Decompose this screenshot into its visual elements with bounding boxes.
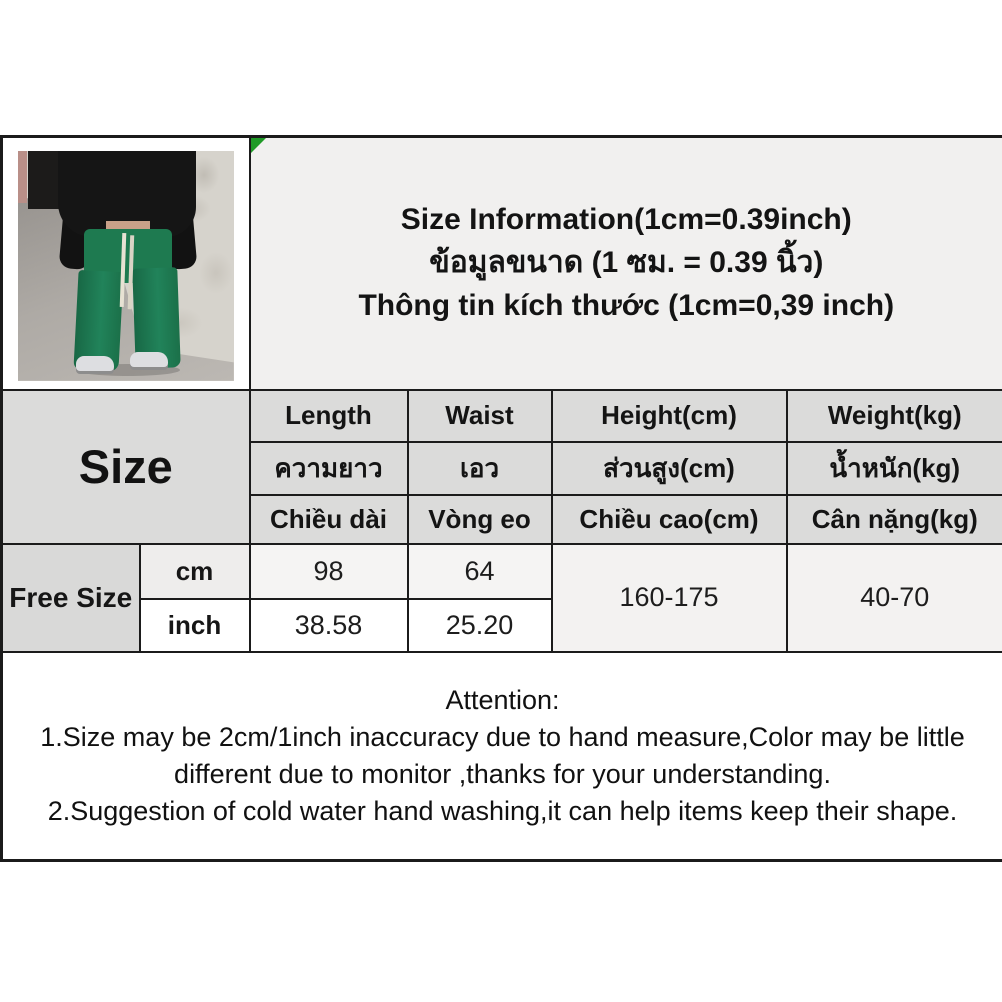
- col-header-waist-th: เอว: [408, 442, 552, 495]
- attention-note-1: 1.Size may be 2cm/1inch inaccuracy due to hand measure,Color may be little different due to monitor ,thanks for your understanding.: [40, 721, 965, 789]
- unit-label-inch: inch: [140, 599, 250, 652]
- col-header-weight-vi: Cân nặng(kg): [787, 495, 1002, 544]
- value-waist-inch: 25.20: [408, 599, 552, 652]
- col-header-waist-vi: Vòng eo: [408, 495, 552, 544]
- size-table: [0, 135, 1002, 862]
- col-header-height-vi: Chiều cao(cm): [552, 495, 787, 544]
- col-header-length-en: Length: [250, 390, 408, 442]
- product-photo: [18, 151, 234, 381]
- photo-left-shoe: [76, 356, 114, 371]
- col-header-height-th: ส่วนสูง(cm): [552, 442, 787, 495]
- title-cell: [250, 137, 1002, 390]
- value-height-range: 160-175: [552, 544, 787, 652]
- unit-label-cm: cm: [140, 544, 250, 599]
- value-weight-range: 40-70: [787, 544, 1002, 652]
- col-header-length-vi: Chiều dài: [250, 495, 408, 544]
- col-header-waist-en: Waist: [408, 390, 552, 442]
- col-header-height-en: Height(cm): [552, 390, 787, 442]
- value-waist-cm: 64: [408, 544, 552, 599]
- attention-note-2: 2.Suggestion of cold water hand washing,it can help items keep their shape.: [47, 795, 958, 826]
- title-block: [251, 203, 1002, 323]
- col-header-weight-th: น้ำหนัก(kg): [787, 442, 1002, 495]
- size-header-cell: Size: [2, 390, 250, 544]
- attention-heading: Attention:: [445, 684, 560, 715]
- green-corner-marker-icon: [251, 138, 266, 153]
- attention-section: [2, 652, 1002, 861]
- col-header-length-th: ความยาว: [250, 442, 408, 495]
- title-english: Size Information(1cm=0.39inch): [400, 203, 852, 237]
- row-label-free-size: Free Size: [2, 544, 140, 652]
- size-info-sheet: [0, 135, 1002, 862]
- col-header-weight-en: Weight(kg): [787, 390, 1002, 442]
- title-vietnamese: Thông tin kích thước (1cm=0,39 inch): [358, 289, 895, 323]
- value-length-cm: 98: [250, 544, 408, 599]
- photo-right-shoe: [130, 352, 168, 367]
- photo-door-frame: [18, 151, 27, 203]
- value-length-inch: 38.58: [250, 599, 408, 652]
- product-photo-cell: [2, 137, 250, 390]
- title-thai: ข้อมูลขนาด (1 ซม. = 0.39 นิ้ว): [429, 246, 824, 280]
